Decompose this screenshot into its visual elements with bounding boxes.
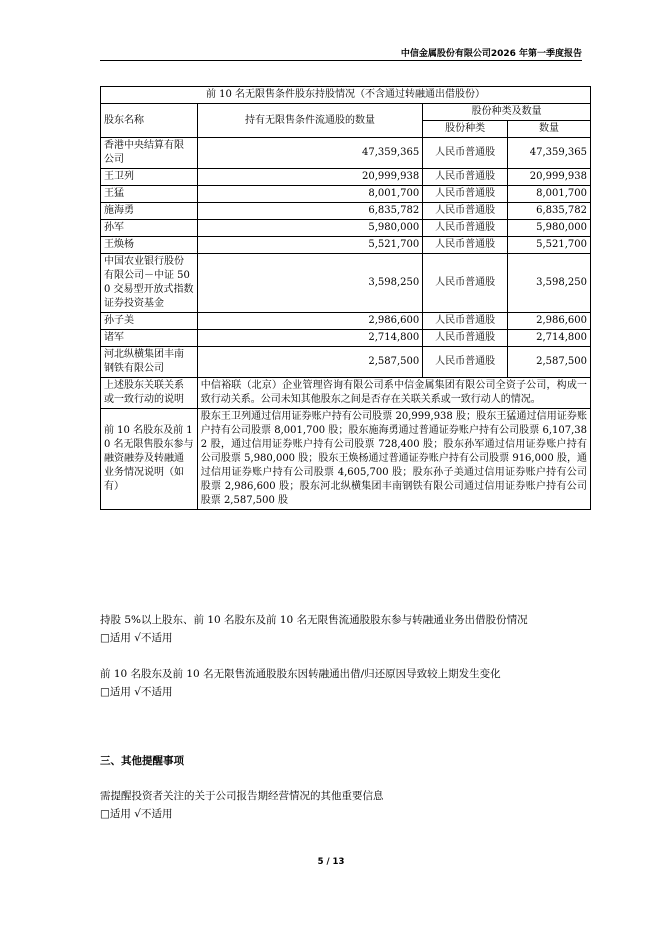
page-header: 中信金属股份有限公司2026 年第一季度报告 (400, 49, 582, 59)
table-row (101, 347, 591, 378)
header-quantity: 持有无限售条件流通股的数量 (197, 104, 422, 138)
holder-quantity: 3,598,250 (197, 254, 422, 313)
margin-trading-text: 股东王卫列通过信用证券账户持有公司股票 20,999,938 股；股东王猛通过信用证券账户持有公司股票 8,001,700 股；股东施海勇通过普通证券账户持有公司股票 6,107,382 股，通过信用证券账户持有公司股票 728,400 股；股东孙军通过信用证券账户持有公司股票 5,980,000 股；股东王焕杨通过普通证券账户持有公司股票 916,000 股，通过信用证券账户持有公司股票 4,605,700 股；股东孙子美通过信用证券账户持有公司股票 2,986,600 股；股东河北纵横集团丰南钢铁有限公司通过信用证券账户持有公司股票 2,587,500 股 (197, 409, 590, 510)
header-share-type: 股份种类 (423, 121, 508, 138)
holder-quantity: 5,980,000 (197, 220, 422, 237)
table-row (101, 203, 591, 220)
holder-name: 王猛 (101, 186, 198, 203)
change-applicability: □适用 √不适用 (100, 686, 173, 698)
share-amount: 20,999,938 (508, 169, 591, 186)
table-row (101, 313, 591, 330)
holder-quantity: 8,001,700 (197, 186, 422, 203)
holder-name: 孙军 (101, 220, 198, 237)
related-party-label: 上述股东关联关系或一致行动的说明 (101, 378, 198, 409)
share-amount: 3,598,250 (508, 254, 591, 313)
page-number: 5 / 13 (317, 857, 345, 867)
holder-quantity: 5,521,700 (197, 237, 422, 254)
holder-name: 诸军 (101, 330, 198, 347)
share-type: 人民币普通股 (423, 254, 508, 313)
table-caption: 前 10 名无限售条件股东持股情况（不含通过转融通出借股份） (101, 87, 591, 104)
header-divider (100, 60, 582, 61)
share-amount: 5,980,000 (508, 220, 591, 237)
table-row (101, 330, 591, 347)
share-type: 人民币普通股 (423, 169, 508, 186)
table-row (101, 220, 591, 237)
holder-name: 香港中央结算有限公司 (101, 138, 198, 169)
holder-name: 中国农业银行股份有限公司－中证 500 交易型开放式指数证券投资基金 (101, 254, 198, 313)
share-type: 人民币普通股 (423, 313, 508, 330)
holder-quantity: 2,714,800 (197, 330, 422, 347)
lending-applicability: □适用 √不适用 (100, 632, 173, 644)
related-party-text: 中信裕联（北京）企业管理咨询有限公司系中信金属集团有限公司全资子公司，构成一致行动关系。公司未知其他股东之间是否存在关联关系或一致行动人的情况。 (197, 378, 590, 409)
reminder-applicability: □适用 √不适用 (100, 808, 173, 820)
holder-quantity: 6,835,782 (197, 203, 422, 220)
share-type: 人民币普通股 (423, 203, 508, 220)
holder-name: 王焕杨 (101, 237, 198, 254)
change-statement: 前 10 名股东及前 10 名无限售流通股股东因转融通出借/归还原因导致较上期发生变化 (100, 668, 501, 680)
share-type: 人民币普通股 (423, 220, 508, 237)
share-amount: 8,001,700 (508, 186, 591, 203)
table-row (101, 138, 591, 169)
header-amount: 数量 (508, 121, 591, 138)
table-row (101, 237, 591, 254)
share-amount: 2,986,600 (508, 313, 591, 330)
table-row (101, 169, 591, 186)
share-amount: 6,835,782 (508, 203, 591, 220)
holder-quantity: 47,359,365 (197, 138, 422, 169)
share-type: 人民币普通股 (423, 330, 508, 347)
share-amount: 5,521,700 (508, 237, 591, 254)
holder-quantity: 2,587,500 (197, 347, 422, 378)
holder-quantity: 2,986,600 (197, 313, 422, 330)
holder-name: 孙子美 (101, 313, 198, 330)
margin-trading-label: 前 10 名股东及前 10 名无限售股东参与融资融券及转融通业务情况说明（如有） (101, 409, 198, 510)
share-amount: 2,714,800 (508, 330, 591, 347)
holder-name: 施海勇 (101, 203, 198, 220)
share-type: 人民币普通股 (423, 186, 508, 203)
table-row (101, 186, 591, 203)
holder-name: 河北纵横集团丰南钢铁有限公司 (101, 347, 198, 378)
share-amount: 2,587,500 (508, 347, 591, 378)
header-holder-name: 股东名称 (101, 104, 198, 138)
top10-holders-table (100, 86, 591, 510)
share-type: 人民币普通股 (423, 138, 508, 169)
share-amount: 47,359,365 (508, 138, 591, 169)
header-share-group: 股份种类及数量 (423, 104, 591, 121)
lending-statement: 持股 5%以上股东、前 10 名股东及前 10 名无限售流通股股东参与转融通业务出借股份情况 (100, 614, 528, 626)
share-type: 人民币普通股 (423, 237, 508, 254)
holder-quantity: 20,999,938 (197, 169, 422, 186)
section-title: 三、其他提醒事项 (100, 755, 184, 767)
reminder-statement: 需提醒投资者关注的关于公司报告期经营情况的其他重要信息 (100, 790, 384, 802)
table-row (101, 254, 591, 313)
holder-name: 王卫列 (101, 169, 198, 186)
share-type: 人民币普通股 (423, 347, 508, 378)
